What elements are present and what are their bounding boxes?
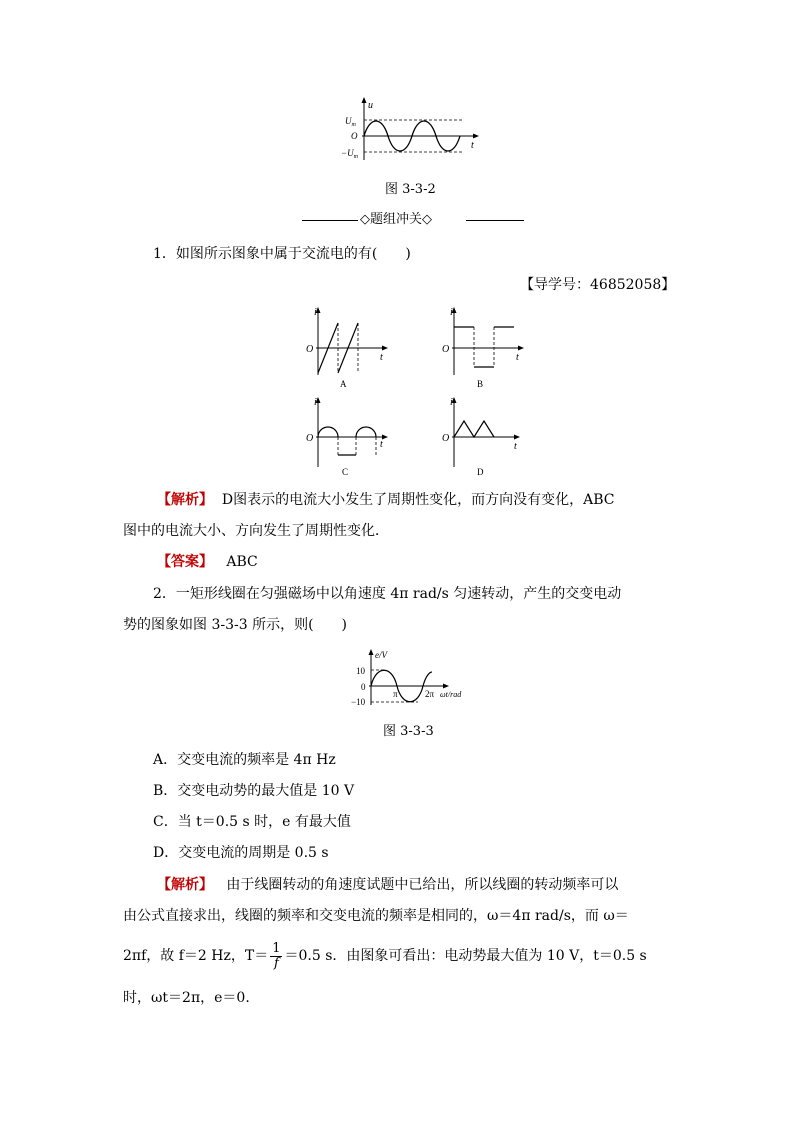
- graph-c: [300, 395, 395, 480]
- figure-3-3-2: [340, 96, 485, 164]
- q1-analysis-text-1: D图表示的电流大小发生了周期性变化，而方向没有变化，ABC: [221, 492, 615, 508]
- origin-label: O: [351, 131, 358, 141]
- graph-a-origin: O: [306, 344, 314, 355]
- fraction-denominator: f: [273, 955, 279, 971]
- u-axis-arrow: [362, 97, 367, 103]
- q2-option-c: C．当 t＝0.5 s 时，e 有最大值: [153, 814, 351, 830]
- graph-d-triangle-wave: [454, 421, 494, 437]
- t-axis-arrow: [473, 134, 479, 139]
- q1-answer-line: [157, 552, 258, 572]
- fig333-2pi-label: 2π: [425, 689, 435, 699]
- fig333-neg10-label: −10: [351, 697, 366, 707]
- q1-answer-tag: 【答案】: [157, 554, 213, 570]
- graph-d-i-label: i: [450, 397, 453, 408]
- um-label: $U_m$: [345, 116, 356, 128]
- section-divider-left: [302, 220, 358, 221]
- section-banner: ◇题组冲关◇: [360, 212, 432, 227]
- fraction-numerator: 1: [272, 940, 281, 956]
- figure-3-3-2-caption: 图 3-3-2: [385, 182, 436, 197]
- graph-c-i-label: i: [314, 397, 317, 408]
- fig333-10-label: 10: [356, 666, 365, 676]
- q2-analysis-line4: 时，ωt＝2π，e＝0.: [123, 990, 250, 1006]
- q2-stem-line2: 势的图象如图 3-3-3 所示，则( ): [123, 617, 348, 633]
- fig333-pi-label: π: [393, 689, 398, 699]
- graph-d-origin: O: [442, 433, 450, 444]
- graph-b-t-label: t: [516, 352, 519, 363]
- graph-b-letter: B: [477, 379, 484, 389]
- q1-analysis-line1: [157, 490, 615, 510]
- graph-c-letter: C: [342, 467, 349, 477]
- q2-option-b: B．交变电动势的最大值是 10 V: [153, 783, 355, 799]
- q1-analysis-line2: 图中的电流大小、方向发生了周期性变化．: [123, 523, 389, 539]
- graph-b: [440, 305, 535, 390]
- graph-d: [440, 395, 535, 480]
- figure-3-3-3-caption: 图 3-3-3: [383, 724, 434, 739]
- q2-analysis-line2: 由公式直接求出，线圈的频率和交变电流的频率是相同的，ω＝4π rad/s，而 ω＝: [123, 908, 629, 924]
- graph-a-i-label: i: [314, 307, 317, 318]
- q1-answer-text: ABC: [226, 554, 258, 570]
- q2-option-a: A．交变电流的频率是 4π Hz: [153, 752, 336, 768]
- fig333-ylabel: e/V: [375, 650, 387, 660]
- graph-a-t-label: t: [380, 352, 383, 363]
- graph-d-letter: D: [477, 467, 484, 477]
- fig333-origin: 0: [361, 682, 366, 692]
- fig333-xlabel: ωt/rad: [440, 690, 462, 699]
- q2-stem-line1: 2．一矩形线圈在匀强磁场中以角速度 4π rad/s 匀速转动，产生的交变电动: [153, 586, 622, 602]
- u-label: u: [368, 100, 373, 111]
- graph-c-t-label: t: [380, 439, 383, 450]
- fraction-1-over-f: [270, 942, 282, 971]
- q2-option-d: D．交变电流的周期是 0.5 s: [153, 845, 329, 861]
- q2-analysis-line1: [157, 875, 618, 895]
- q1-stem: 1．如图所示图象中属于交流电的有( ): [153, 246, 411, 262]
- graph-b-origin: O: [442, 344, 450, 355]
- q2-analysis-text-3b: ＝0.5 s．由图象可看出：电动势最大值为 10 V，t＝0.5 s: [284, 948, 647, 964]
- graph-a-letter: A: [340, 379, 347, 389]
- q2-analysis-tag: 【解析】: [157, 877, 213, 893]
- neg-um-label: $-U_m$: [341, 148, 358, 160]
- q1-analysis-tag: 【解析】: [157, 492, 213, 508]
- graph-c-origin: O: [306, 433, 314, 444]
- graph-d-t-label: t: [514, 441, 517, 452]
- t-label: t: [471, 140, 474, 151]
- graph-a: [300, 305, 395, 390]
- figure-3-3-3: [350, 648, 480, 708]
- q2-analysis-text-1: 由于线圈转动的角速度试题中已给出，所以线圈的转动频率可以: [226, 877, 619, 893]
- q2-analysis-line3: [123, 940, 647, 972]
- section-divider-right: [466, 220, 524, 221]
- q2-analysis-text-3a: 2πf，故 f＝2 Hz，T＝: [123, 948, 269, 964]
- graph-b-i-label: i: [450, 307, 453, 318]
- q1-guide-number: 【导学号：46852058】: [520, 277, 676, 293]
